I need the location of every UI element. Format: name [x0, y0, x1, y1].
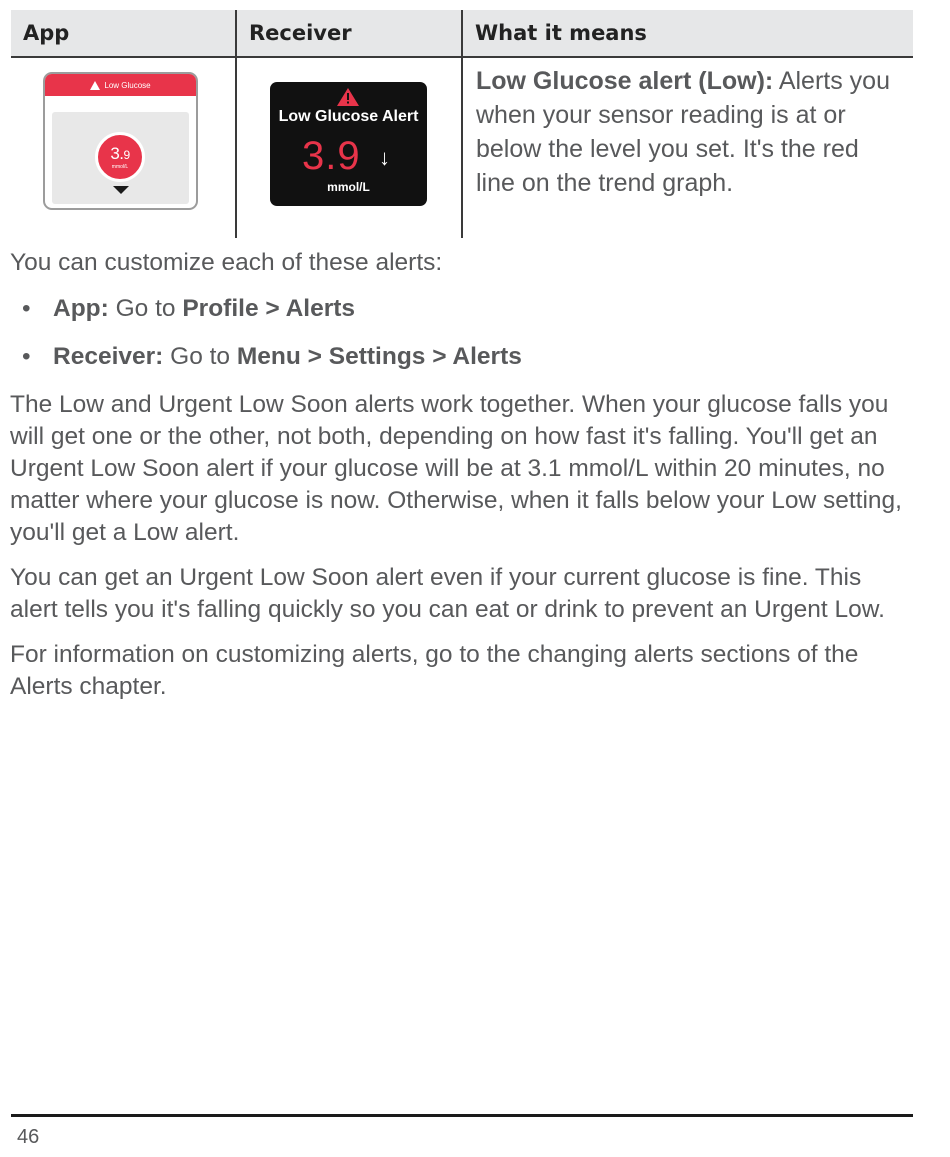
paragraph: The Low and Urgent Low Soon alerts work together. When your glucose falls you will get one or the other, not both, depending on how fast it's falling. You'll get an Urgent Low Soon alert if your glucose will be at 3.1 mmol/L within 20 minutes, no matter where your glucose is now. Otherwise, when it falls below your Low setting, you'll get a Low alert.: [10, 391, 902, 546]
bullet-path: Menu > Settings > Alerts: [236, 343, 522, 370]
pointer-down-icon: [113, 186, 129, 194]
warning-icon: [90, 81, 100, 90]
header-what-it-means: What it means: [461, 10, 913, 56]
body-text: [10, 247, 915, 716]
app-alert-screenshot: [43, 72, 198, 210]
bullet-prefix: Go to: [108, 295, 183, 322]
receiver-alert-title: Low Glucose Alert: [278, 108, 419, 125]
paragraph: You can get an Urgent Low Soon alert even if your current glucose is fine. This alert tells you it's falling quickly so you can eat or drink to prevent an Urgent Low.: [10, 564, 885, 623]
page-number: 46: [17, 1126, 40, 1148]
bullet-list: [10, 293, 915, 373]
receiver-glucose-value: 3.9: [302, 134, 361, 178]
app-glucose-unit: mmol/L: [111, 164, 129, 170]
warning-icon: [337, 88, 359, 106]
meaning-text: Alerts you when your sensor reading is at or below the level you set. It's the red line on the trend graph.: [476, 67, 890, 197]
table-row: [11, 58, 913, 238]
list-item: [10, 341, 915, 373]
list-item: [10, 293, 915, 325]
receiver-cell: [235, 58, 461, 238]
table-header-row: [11, 10, 913, 58]
app-glucose-decimal: 9: [123, 148, 130, 162]
bullet-prefix: Go to: [163, 343, 237, 370]
meaning-cell: [461, 58, 913, 238]
intro-text: You can customize each of these alerts:: [10, 249, 443, 276]
bullet-path: Profile > Alerts: [182, 295, 356, 322]
paragraph: For information on customizing alerts, go to the changing alerts sections of the Alerts chapter.: [10, 641, 859, 700]
bullet-icon: •: [22, 343, 31, 370]
header-receiver: Receiver: [235, 10, 461, 56]
bullet-label: Receiver:: [53, 343, 164, 370]
header-app: App: [23, 21, 70, 45]
arrow-down-icon: ↓: [379, 145, 390, 170]
app-cell: [11, 58, 235, 238]
footer-divider: [11, 1114, 913, 1117]
meaning-title: Low Glucose alert (Low):: [476, 67, 774, 95]
receiver-alert-screenshot: [270, 82, 427, 206]
app-glucose-value: 3.: [110, 144, 124, 163]
bullet-label: App:: [53, 295, 109, 322]
app-graph-area: [52, 112, 189, 204]
receiver-glucose-unit: mmol/L: [327, 180, 370, 194]
bullet-icon: •: [22, 295, 31, 322]
app-alert-banner: [45, 74, 196, 96]
app-banner-text: Low Glucose: [104, 80, 151, 90]
app-glucose-circle: [95, 132, 145, 182]
alerts-table: [11, 10, 913, 238]
